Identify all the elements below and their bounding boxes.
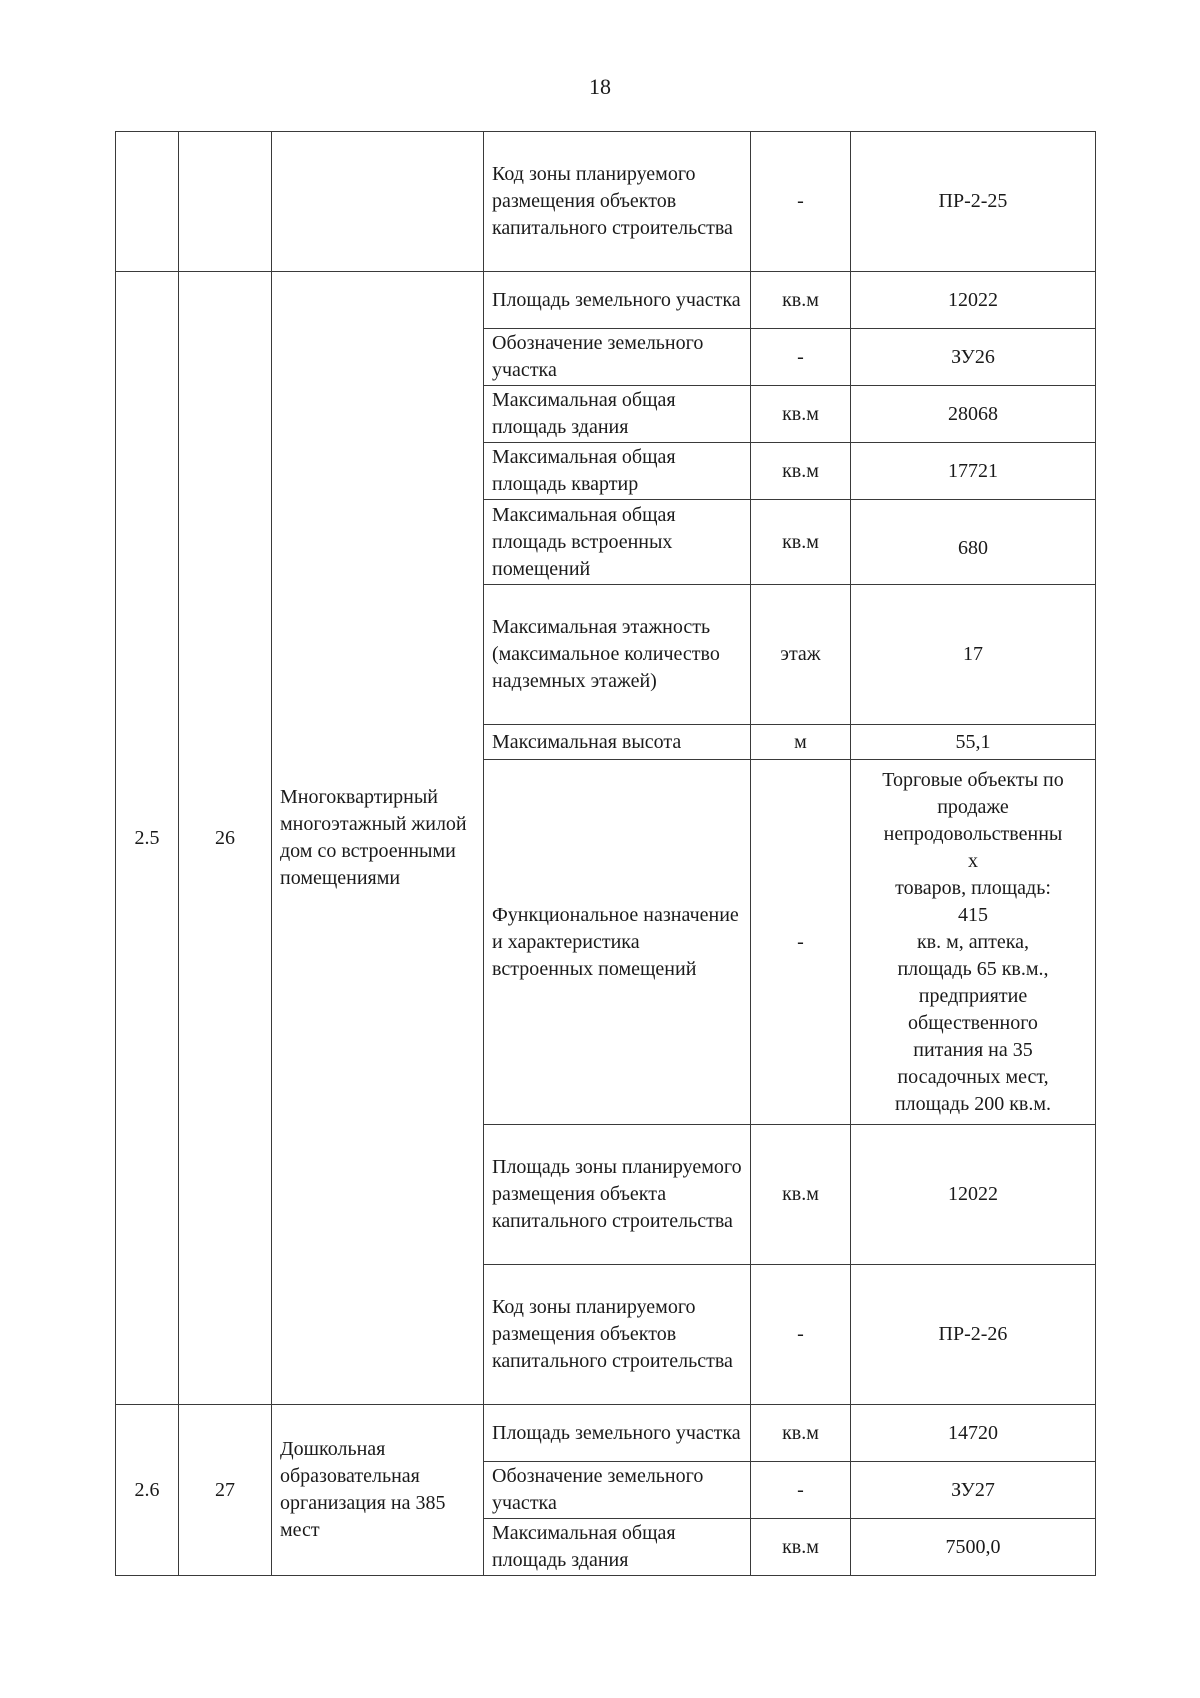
parameter-cell: Обозначение земельного участка <box>484 329 751 386</box>
unit-cell: - <box>751 760 851 1125</box>
unit-cell: - <box>751 132 851 272</box>
row-number-cell: 2.5 <box>116 272 179 1405</box>
position-cell: 27 <box>179 1405 272 1576</box>
value-cell: 28068 <box>851 386 1096 443</box>
parameter-cell: Площадь зоны планируемого размещения объекта капитального строительства <box>484 1125 751 1265</box>
object-name-cell <box>272 132 484 272</box>
value-cell: ПР-2-26 <box>851 1265 1096 1405</box>
value-cell: Торговые объекты по продаже непродовольственны х товаров, площадь: 415 кв. м, аптека, площадь 65 кв.м., предприятие общественного питания на 35 посадочных мест, площадь 200 кв.м. <box>851 760 1096 1125</box>
value-cell: 12022 <box>851 1125 1096 1265</box>
table-row <box>116 272 1096 329</box>
position-cell: 26 <box>179 272 272 1405</box>
value-cell: 14720 <box>851 1405 1096 1462</box>
position-cell <box>179 132 272 272</box>
unit-cell: кв.м <box>751 1125 851 1265</box>
parameter-cell: Код зоны планируемого размещения объектов капитального строительства <box>484 1265 751 1405</box>
parameter-cell: Площадь земельного участка <box>484 1405 751 1462</box>
parameter-cell: Максимальная общая площадь здания <box>484 1519 751 1576</box>
unit-cell: - <box>751 1265 851 1405</box>
value-cell: 12022 <box>851 272 1096 329</box>
unit-cell: - <box>751 329 851 386</box>
unit-cell: м <box>751 725 851 760</box>
parameter-cell: Максимальная общая площадь квартир <box>484 443 751 500</box>
unit-cell: - <box>751 1462 851 1519</box>
unit-cell: кв.м <box>751 272 851 329</box>
value-cell: 680 <box>851 500 1096 585</box>
unit-cell: кв.м <box>751 500 851 585</box>
row-number-cell: 2.6 <box>116 1405 179 1576</box>
unit-cell: этаж <box>751 585 851 725</box>
unit-cell: кв.м <box>751 1405 851 1462</box>
value-cell: ЗУ27 <box>851 1462 1096 1519</box>
parameter-cell: Максимальная высота <box>484 725 751 760</box>
row-number-cell <box>116 132 179 272</box>
page-number: 18 <box>589 74 611 99</box>
value-cell: 17721 <box>851 443 1096 500</box>
parameters-table <box>115 131 1096 1576</box>
parameter-cell: Код зоны планируемого размещения объектов капитального строительства <box>484 132 751 272</box>
value-cell: 17 <box>851 585 1096 725</box>
parameter-cell: Обозначение земельного участка <box>484 1462 751 1519</box>
unit-cell: кв.м <box>751 443 851 500</box>
value-cell: 55,1 <box>851 725 1096 760</box>
table-row <box>116 132 1096 272</box>
parameter-cell: Функциональное назначение и характеристика встроенных помещений <box>484 760 751 1125</box>
value-cell: 7500,0 <box>851 1519 1096 1576</box>
object-name-cell: Многоквартирный многоэтажный жилой дом со встроенными помещениями <box>272 272 484 1405</box>
parameter-cell: Максимальная общая площадь здания <box>484 386 751 443</box>
unit-cell: кв.м <box>751 1519 851 1576</box>
value-cell: ЗУ26 <box>851 329 1096 386</box>
parameter-cell: Максимальная этажность (максимальное количество надземных этажей) <box>484 585 751 725</box>
unit-cell: кв.м <box>751 386 851 443</box>
value-cell: ПР-2-25 <box>851 132 1096 272</box>
table-row <box>116 1405 1096 1462</box>
parameter-cell: Площадь земельного участка <box>484 272 751 329</box>
parameter-cell: Максимальная общая площадь встроенных помещений <box>484 500 751 585</box>
object-name-cell: Дошкольная образовательная организация на 385 мест <box>272 1405 484 1576</box>
